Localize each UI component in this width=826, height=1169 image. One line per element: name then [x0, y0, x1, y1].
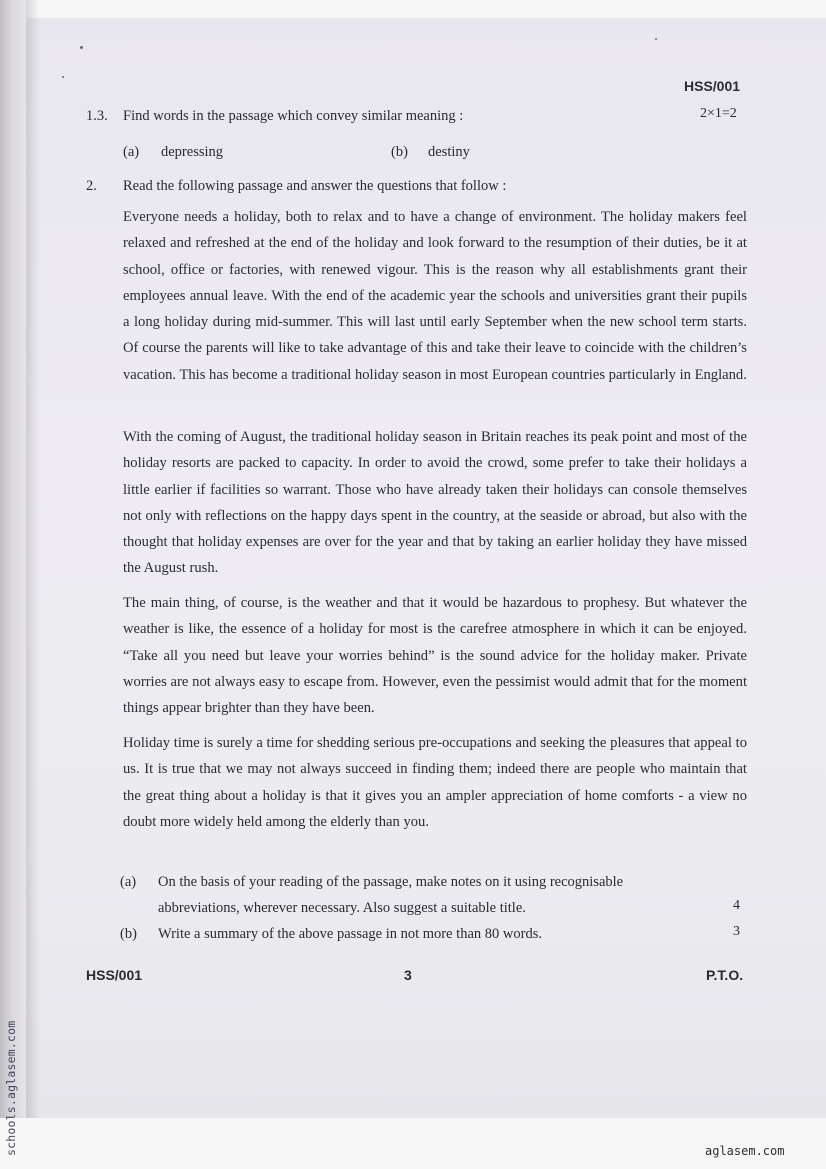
- scan-speck: [80, 46, 83, 49]
- side-watermark: schools.aglasem.com: [4, 1020, 18, 1156]
- option-label: (b): [391, 144, 408, 160]
- passage-paragraph: With the coming of August, the traditional holiday season in Britain reaches its peak point and most of the holiday resorts are packed to capacity. In order to avoid the crowd, some prefer to take their holidays a little earlier if facilities so warrant. Those who have already taken their holidays can console themselves not only with reflections on the happy days spent in the country, at the seaside or abroad, but also with the thought that holiday expenses are over for the year and that by taking an earlier holiday they have missed the August rush.: [123, 429, 747, 577]
- passage-paragraph: The main thing, of course, is the weather and that it would be hazardous to prophesy. But whatever the weather is like, the essence of a holiday for most is the carefree atmosphere in which it can be enjoyed. “Take all you need but leave your worries behind” is the sound advice for the holiday maker. Private worries are not always easy to escape from. However, even the pessimist would admit that for the moment things appear brighter than they have been.: [123, 595, 747, 717]
- footer-code: HSS/001: [86, 967, 143, 983]
- scan-top-margin: [0, 0, 826, 18]
- subquestion-label: (a): [120, 874, 137, 890]
- question-instruction: Read the following passage and answer the questions that follow :: [123, 178, 507, 194]
- subquestion-marks: 4: [733, 898, 740, 913]
- subquestion-text: abbreviations, wherever necessary. Also suggest a suitable title.: [158, 900, 526, 916]
- scan-speck: [655, 38, 657, 40]
- book-spine-edge: [0, 0, 26, 1169]
- option-word: destiny: [428, 144, 470, 160]
- pto-label: P.T.O.: [706, 967, 744, 983]
- scan-speck: [62, 76, 64, 78]
- passage-paragraph: Holiday time is surely a time for shedding serious pre-occupations and seeking the pleasures that appeal to us. It is true that we may not always succeed in finding them; indeed there are people who maintain that the great thing about a holiday is that it gives you an ampler appreciation of home comforts - a view no doubt more widely held among the elderly than you.: [123, 735, 747, 830]
- question-text: Find words in the passage which convey similar meaning :: [123, 108, 464, 124]
- option-label: (a): [123, 144, 140, 160]
- option-word: depressing: [161, 144, 224, 160]
- passage-paragraph: Everyone needs a holiday, both to relax and to have a change of environment. The holiday makers feel relaxed and refreshed at the end of the holiday and look forward to the resumption of their duties, be it at school, office or factories, with renewed vigour. This is the reason why all establishments grant their employees annual leave. With the end of the academic year the schools and universities grant their pupils a long holiday during mid-summer. This will last until early September when the new school term starts. Of course the parents will like to take advantage of this and take their leave to coincide with the children’s vacation. This has become a traditional holiday season in most European countries particularly in England.: [123, 209, 747, 383]
- subquestion-text: Write a summary of the above passage in not more than 80 words.: [158, 926, 542, 942]
- subquestion-marks: 3: [733, 924, 740, 939]
- page-number: 3: [404, 967, 412, 983]
- question-marks: 2×1=2: [700, 106, 737, 121]
- spine-shadow: [26, 0, 40, 1169]
- corner-watermark: aglasem.com: [705, 1144, 785, 1158]
- question-number: 2.: [86, 178, 97, 194]
- scan-bottom-margin: [0, 1118, 826, 1169]
- page-header-code: HSS/001: [684, 78, 741, 94]
- question-number: 1.3.: [86, 108, 108, 124]
- subquestion-text: On the basis of your reading of the passage, make notes on it using recognisable: [158, 874, 624, 890]
- subquestion-label: (b): [120, 926, 137, 942]
